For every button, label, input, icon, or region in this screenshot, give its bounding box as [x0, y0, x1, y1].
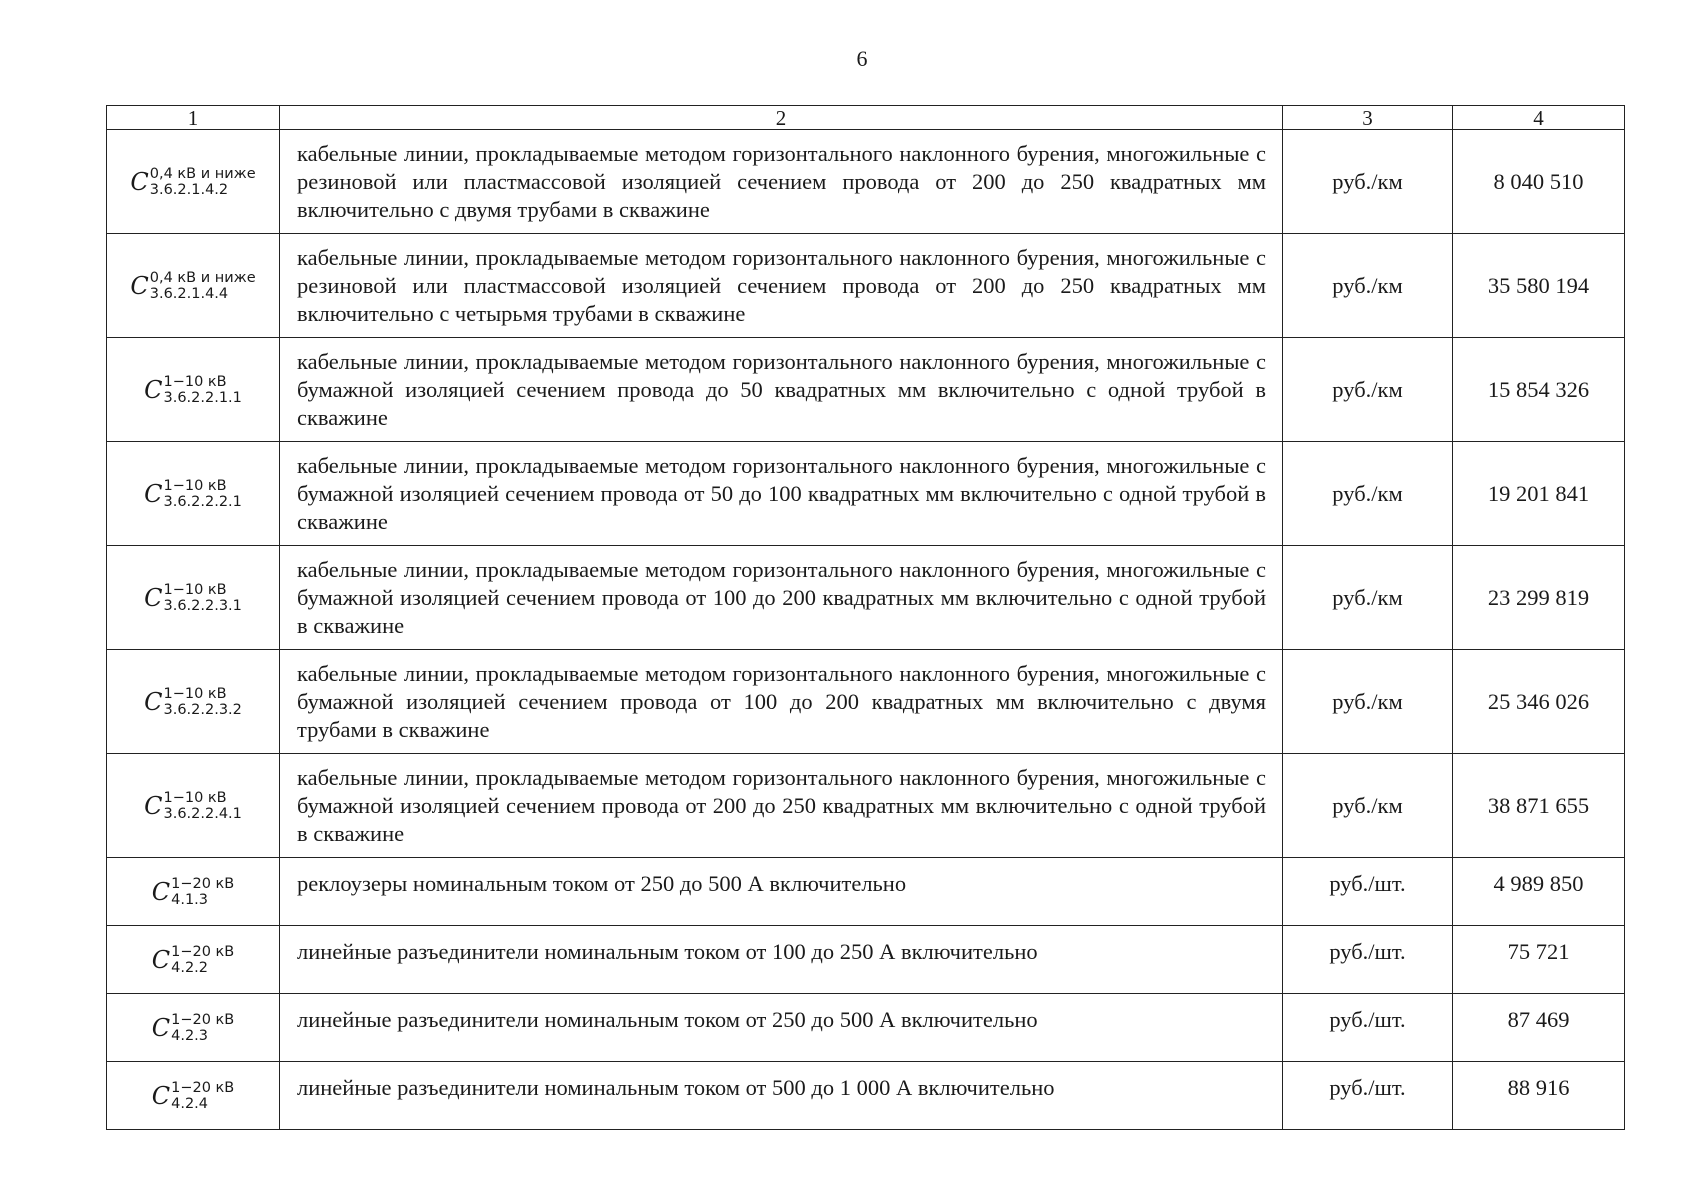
row-rate: 38 871 655	[1453, 754, 1625, 858]
row-description: линейные разъединители номинальным током от 250 до 500 А включительно	[280, 994, 1283, 1062]
row-rate: 8 040 510	[1453, 130, 1625, 234]
row-description: кабельные линии, прокладываемые методом горизонтального наклонного бурения, многожильные с бумажной изоляцией сечением провода от 50 до 100 квадратных мм включительно с одной трубой в скважине	[280, 442, 1283, 546]
rate-code: C 1−20 кВ 4.1.3	[107, 858, 280, 926]
row-unit: руб./км	[1283, 338, 1453, 442]
header-col-3: 3	[1283, 106, 1453, 130]
row-rate: 35 580 194	[1453, 234, 1625, 338]
rate-code: C 1−20 кВ 4.2.4	[107, 1062, 280, 1130]
row-unit: руб./км	[1283, 234, 1453, 338]
row-rate: 19 201 841	[1453, 442, 1625, 546]
rate-code: C 1−10 кВ 3.6.2.2.3.1	[107, 546, 280, 650]
row-unit: руб./км	[1283, 442, 1453, 546]
table-row	[107, 338, 1625, 442]
row-description: кабельные линии, прокладываемые методом горизонтального наклонного бурения, многожильные с бумажной изоляцией сечением провода от 100 до 200 квадратных мм включительно с двумя трубами в скважине	[280, 650, 1283, 754]
table-row	[107, 546, 1625, 650]
row-unit: руб./км	[1283, 546, 1453, 650]
row-description: кабельные линии, прокладываемые методом горизонтального наклонного бурения, многожильные с бумажной изоляцией сечением провода от 100 до 200 квадратных мм включительно с одной трубой в скважине	[280, 546, 1283, 650]
row-rate: 75 721	[1453, 926, 1625, 994]
row-unit: руб./км	[1283, 754, 1453, 858]
table-row	[107, 1062, 1625, 1130]
row-description: реклоузеры номинальным током от 250 до 500 А включительно	[280, 858, 1283, 926]
table-row	[107, 442, 1625, 546]
rate-code: C 1−10 кВ 3.6.2.2.2.1	[107, 442, 280, 546]
row-unit: руб./шт.	[1283, 926, 1453, 994]
table-row	[107, 858, 1625, 926]
rate-code: C 1−10 кВ 3.6.2.2.3.2	[107, 650, 280, 754]
rate-code: C 0,4 кВ и ниже 3.6.2.1.4.4	[107, 234, 280, 338]
rate-code: C 1−10 кВ 3.6.2.2.1.1	[107, 338, 280, 442]
rate-code: C 1−10 кВ 3.6.2.2.4.1	[107, 754, 280, 858]
row-rate: 25 346 026	[1453, 650, 1625, 754]
row-description: кабельные линии, прокладываемые методом горизонтального наклонного бурения, многожильные с резиновой или пластмассовой изоляцией сечением провода от 200 до 250 квадратных мм включительно с двумя трубами в скважине	[280, 130, 1283, 234]
page-number: 6	[856, 46, 868, 71]
row-rate: 88 916	[1453, 1062, 1625, 1130]
row-unit: руб./км	[1283, 130, 1453, 234]
header-row	[107, 106, 1625, 130]
row-rate: 87 469	[1453, 994, 1625, 1062]
row-unit: руб./шт.	[1283, 1062, 1453, 1130]
table-row	[107, 234, 1625, 338]
header-col-1: 1	[107, 106, 280, 130]
rate-code: C 0,4 кВ и ниже 3.6.2.1.4.2	[107, 130, 280, 234]
table-row	[107, 650, 1625, 754]
row-unit: руб./шт.	[1283, 858, 1453, 926]
header-col-2: 2	[280, 106, 1283, 130]
table-row	[107, 130, 1625, 234]
table-row	[107, 926, 1625, 994]
row-unit: руб./шт.	[1283, 994, 1453, 1062]
row-description: линейные разъединители номинальным током от 500 до 1 000 А включительно	[280, 1062, 1283, 1130]
row-rate: 15 854 326	[1453, 338, 1625, 442]
rate-code: C 1−20 кВ 4.2.3	[107, 994, 280, 1062]
row-description: кабельные линии, прокладываемые методом горизонтального наклонного бурения, многожильные с бумажной изоляцией сечением провода от 200 до 250 квадратных мм включительно с одной трубой в скважине	[280, 754, 1283, 858]
rate-code: C 1−20 кВ 4.2.2	[107, 926, 280, 994]
row-description: линейные разъединители номинальным током от 100 до 250 А включительно	[280, 926, 1283, 994]
rates-table	[106, 105, 1625, 1130]
row-rate: 4 989 850	[1453, 858, 1625, 926]
table-row	[107, 994, 1625, 1062]
row-description: кабельные линии, прокладываемые методом горизонтального наклонного бурения, многожильные с бумажной изоляцией сечением провода до 50 квадратных мм включительно с одной трубой в скважине	[280, 338, 1283, 442]
row-unit: руб./км	[1283, 650, 1453, 754]
table-row	[107, 754, 1625, 858]
row-description: кабельные линии, прокладываемые методом горизонтального наклонного бурения, многожильные с резиновой или пластмассовой изоляцией сечением провода от 200 до 250 квадратных мм включительно с четырьмя трубами в скважине	[280, 234, 1283, 338]
row-rate: 23 299 819	[1453, 546, 1625, 650]
header-col-4: 4	[1453, 106, 1625, 130]
